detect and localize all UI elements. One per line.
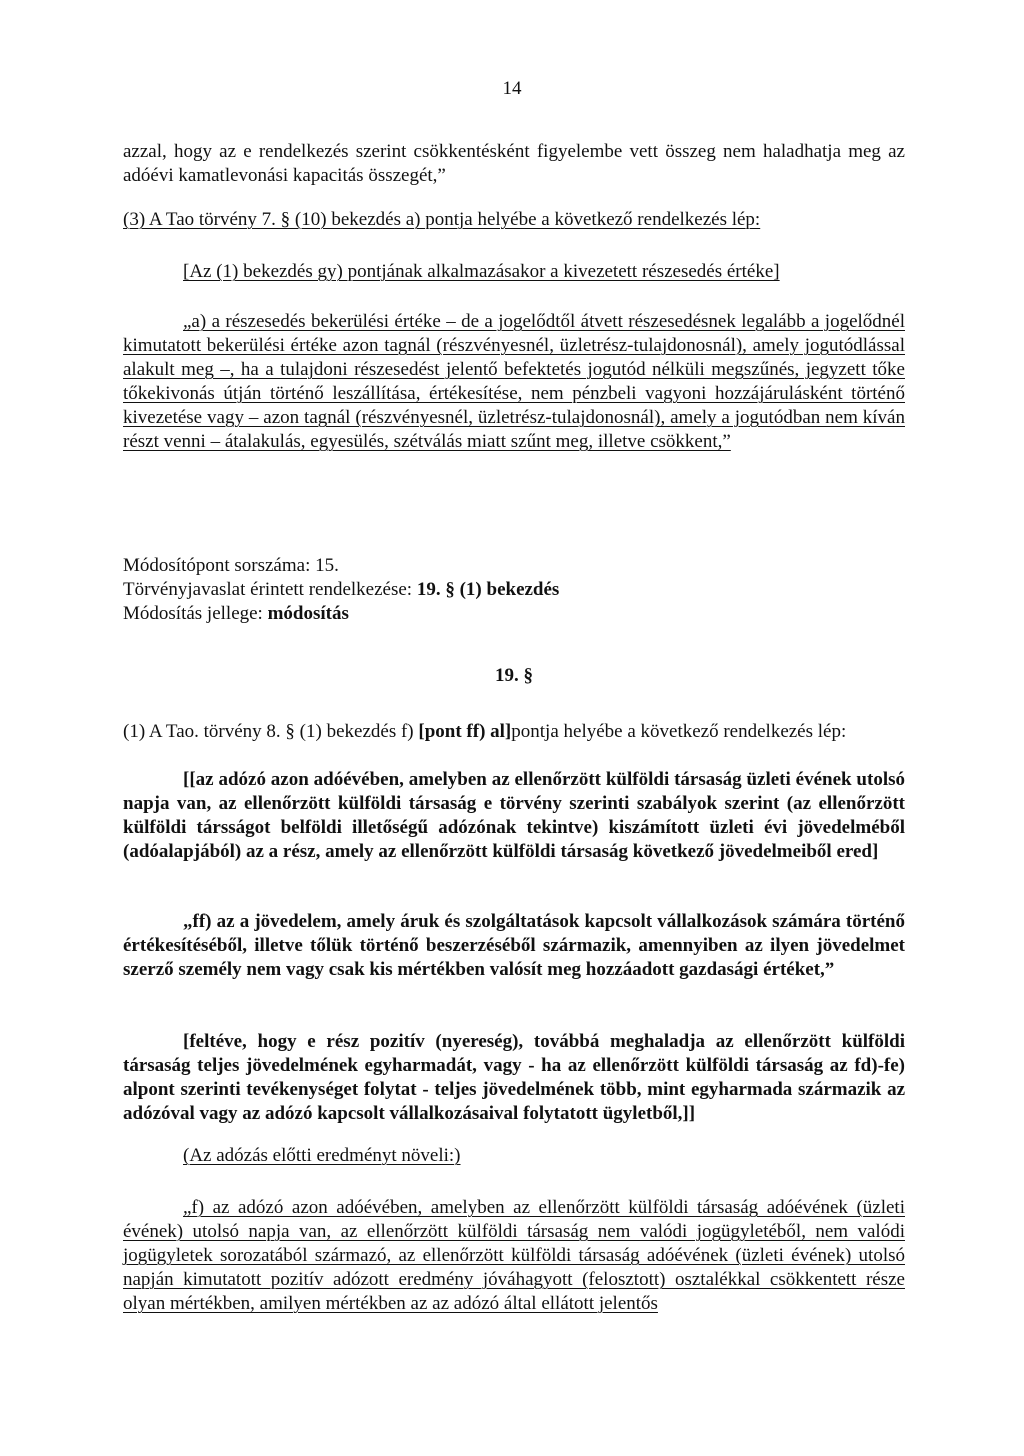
amendment-3-paragraph: (3) A Tao törvény 7. § (10) bekezdés a) pontja helyébe a következő rendelkezés lép:	[123, 209, 761, 230]
serial-line	[123, 554, 905, 578]
nature-line	[123, 602, 905, 626]
continuation-paragraph: azzal, hogy az e rendelkezés szerint csökkentésként figyelembe vett összeg nem haladhatja meg az adóévi kamatlevonási kapacitás összegét,”	[123, 141, 905, 186]
provision-value: 19. § (1) bekezdés	[416, 579, 560, 600]
underlined-context-paragraph: (Az adózás előtti eredményt növeli:)	[183, 1145, 461, 1166]
point-f-paragraph: „f) az adózó azon adóévében, amelyben az ellenőrzött külföldi társaság adóévének (üzleti évének) utolsó napja van, az ellenőrzött külföldi társaság nem valódi jogügyletéből, nem valódi jogügyletek sorozatából származó, az ellenőrzött külföldi társaság adóévének (üzleti évének) utolsó napján kimutatott pozitív adózott eredmény jóváhagyott (felosztott) osztalékkal csökkentett része olyan mértékben, amilyen mértékben az az adózó által ellátott jelentős	[123, 1197, 905, 1314]
ff-point-paragraph: „ff) az a jövedelem, amely áruk és szolgáltatások kapcsolt vállalkozások számára történő értékesítéséből, illetve tőlük történő beszerzéséből származik, amennyiben az ilyen jövedelmet szerző személy nem vagy csak kis mértékben valósít meg hozzáadott gazdasági értéket,”	[123, 911, 905, 980]
modification-meta	[123, 554, 905, 626]
point-a-paragraph: „a) a részesedés bekerülési értéke – de a jogelődtől átvett részesedésnek legalább a jogelődnél kimutatott bekerülési értéke azon tagnál (részvényesnél, üzletrész-tulajdonosnál), amely jogutódlással alakult meg –, ha a tulajdoni részesedést jelentő befektetés jogutód nélküli megszűnés, jegyzett tőke tőkekivonás útján történő leszállítása, értékesítése, nem pénzbeli vagyoni hozzájárulásként történő kivezetése vagy – azon tagnál (részvényesnél, üzletrész-tulajdonosnál), amely a jogutódban nem kíván részt venni – átalakulás, egyesülés, szétválás miatt szűnt meg, illetve csökkent,”	[123, 311, 905, 452]
amendment-1-paragraph	[123, 720, 913, 744]
serial-value: 15.	[315, 555, 339, 576]
page-number: 14	[502, 78, 522, 99]
condition-paragraph: [feltéve, hogy e rész pozitív (nyereség), továbbá meghaladja az ellenőrzött külföldi társaság teljes jövedelmének egyharmadát, vagy - ha az ellenőrzött külföldi társaság az fd)-fe) alpont szerinti tevékenységet folytat - teljes jövedelmének több, mint egyharmada származik az adózóval vagy az adózó kapcsolt vállalkozásaival folytatott ügyletből,]]	[123, 1031, 905, 1124]
amendment-1-part2: pontja helyébe a következő rendelkezés lép:	[511, 721, 847, 742]
serial-label: Módosítópont sorszáma:	[123, 555, 316, 576]
bracket-intro-paragraph: [[az adózó azon adóévében, amelyben az ellenőrzött külföldi társaság üzleti évének utolsó napja van, az ellenőrzött külföldi társaság e törvény szerinti szabályok szerint (az ellenőrzött külföldi társságot belföldi illetőségű adózónak tekintve) kiszámított üzleti évi jövedelméből (adóalapjából) az a rész, amely az ellenőrzött külföldi társaság következő jövedelmeiből ered]	[123, 769, 905, 862]
amendment-1-part1: (1) A Tao. törvény 8. § (1) bekezdés f)	[123, 721, 419, 742]
context-bracket-paragraph: [Az (1) bekezdés gy) pontjának alkalmazásakor a kivezetett részesedés értéke]	[183, 261, 780, 282]
section-title: 19. §	[495, 665, 533, 686]
provision-line	[123, 578, 905, 602]
provision-label: Törvényjavaslat érintett rendelkezése:	[123, 579, 417, 600]
amendment-1-bold: [pont ff) al]	[418, 721, 512, 742]
nature-value: módosítás	[267, 603, 349, 624]
nature-label: Módosítás jellege:	[123, 603, 268, 624]
